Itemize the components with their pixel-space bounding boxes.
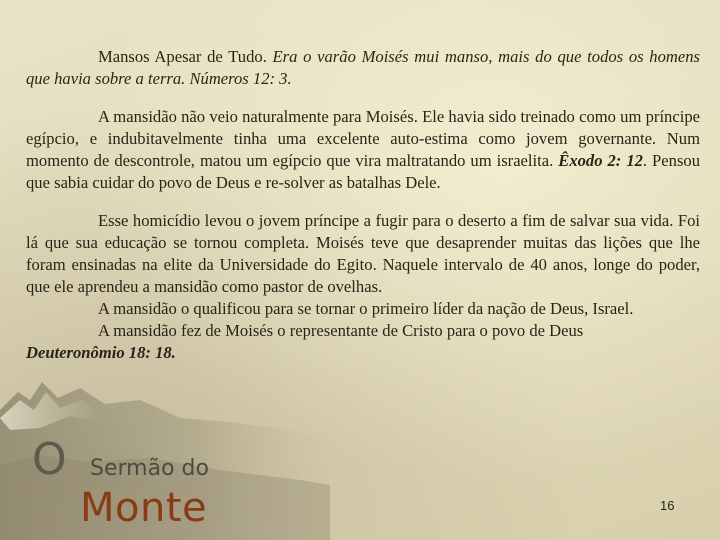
paragraph-text: A mansidão não veio naturalmente para Moisés. Ele havia sido treinado como um príncipe egípcio, e indubitavelmente tinha uma excelente auto-estima como jovem governante. Num momento de descontrole, matou um egípcio que vira maltratando um israelita. xyxy=(26,107,700,170)
brand-logo-o: O xyxy=(32,434,67,485)
paragraph-title: Mansos Apesar de Tudo. xyxy=(98,47,267,66)
paragraph-text: A mansidão fez de Moisés o representante de Cristo para o povo de Deus xyxy=(98,321,584,340)
page-number: 16 xyxy=(660,498,675,513)
scripture-reference: Deuteronômio 18: 18. xyxy=(26,343,176,362)
paragraph-1 xyxy=(26,46,700,90)
brand-logo-sermao: Sermão do xyxy=(90,456,209,481)
paragraph-5-reference xyxy=(26,342,700,364)
paragraph-text-tail: . Pensou que sabia cuidar do povo de Deus e re-solver as batalhas Dele. xyxy=(26,151,701,192)
brand-logo-monte: Monte xyxy=(80,485,208,531)
paragraph-4: A mansidão o qualificou para se tornar o primeiro líder da nação de Deus, Israel. xyxy=(98,299,634,318)
paragraph-5 xyxy=(26,320,700,342)
scripture-reference: Êxodo 2: 12 xyxy=(558,151,643,170)
slide-body-text xyxy=(26,46,700,364)
paragraph-2 xyxy=(26,106,700,194)
paragraph-3: Esse homicídio levou o jovem príncipe a fugir para o deserto a fim de salvar sua vida. Foi lá que sua educação se tornou completa. Moisés teve que desaprender muitas das lições que lhe foram ensinadas na elite da Universidade do Egito. Naquele intervalo de 40 anos, longe do poder, que ele aprendeu a mansidão como pastor de ovelhas. xyxy=(26,211,700,296)
bible-verse: Era o varão Moisés mui manso, mais do que todos os homens que havia sobre a terra. Números 12: 3. xyxy=(26,47,700,88)
